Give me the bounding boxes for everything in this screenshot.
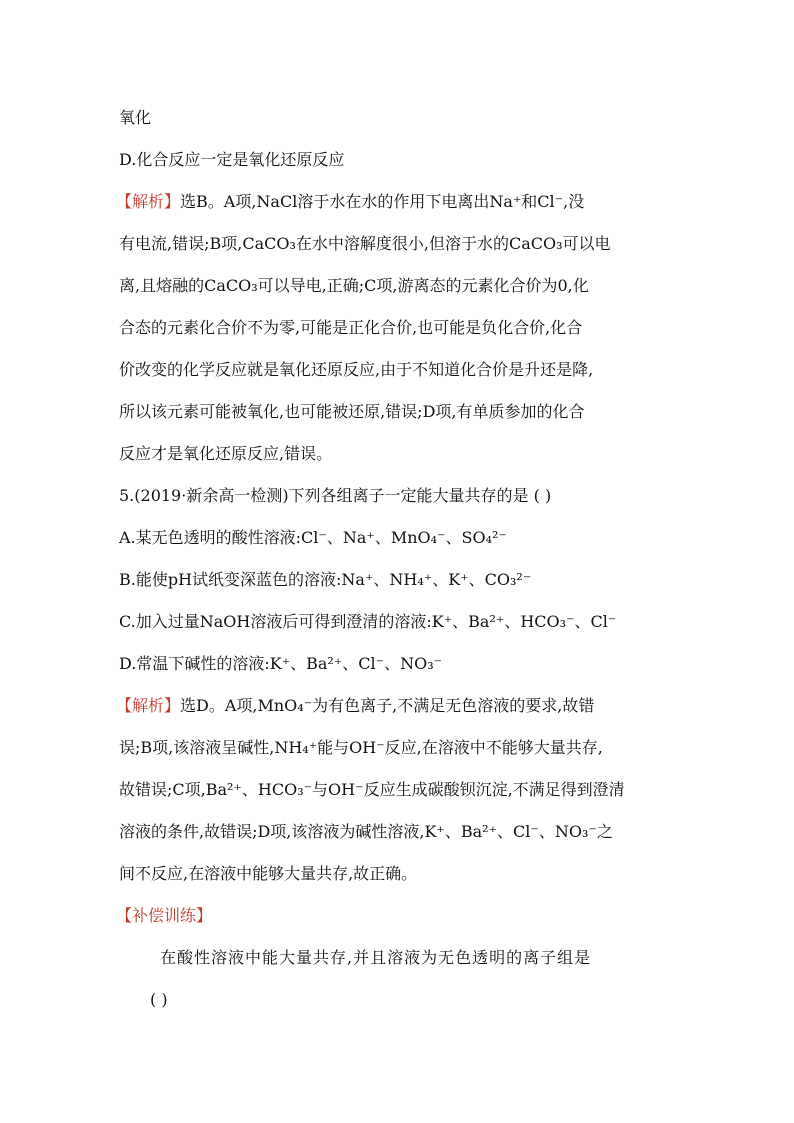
supplement-question: 在酸性溶液中能大量共存,并且溶液为无色透明的离子组是	[160, 948, 592, 967]
option-a: A.某无色透明的酸性溶液:Cl⁻、Na⁺、MnO₄⁻、SO₄²⁻	[119, 528, 507, 547]
text-line: 误;B项,该溶液呈碱性,NH₄⁺能与OH⁻反应,在溶液中不能够大量共存,	[119, 738, 603, 757]
text-line: 溶液的条件,故错误;D项,该溶液为碱性溶液,K⁺、Ba²⁺、Cl⁻、NO₃⁻之	[119, 822, 613, 841]
text-line: 氧化	[119, 108, 152, 127]
question-5: 5.(2019·新余高一检测)下列各组离子一定能大量共存的是 ( )	[119, 486, 552, 505]
analysis-text: 选D。A项,MnO₄⁻为有色离子,不满足无色溶液的要求,故错	[180, 696, 595, 715]
answer-bracket: ( )	[150, 990, 168, 1009]
analysis-label: 【解析】	[116, 696, 181, 715]
option-c: C.加入过量NaOH溶液后可得到澄清的溶液:K⁺、Ba²⁺、HCO₃⁻、Cl⁻	[119, 612, 617, 631]
analysis-block-2	[116, 696, 594, 716]
analysis-block-1	[116, 192, 584, 212]
text-line: 离,且熔融的CaCO₃可以导电,正确;C项,游离态的元素化合价为0,化	[119, 276, 589, 295]
analysis-label: 【解析】	[116, 192, 181, 211]
text-line: 故错误;C项,Ba²⁺、HCO₃⁻与OH⁻反应生成碳酸钡沉淀,不满足得到澄清	[119, 780, 625, 799]
option-b: B.能使pH试纸变深蓝色的溶液:Na⁺、NH₄⁺、K⁺、CO₃²⁻	[119, 570, 532, 589]
analysis-text: 选B。A项,NaCl溶于水在水的作用下电离出Na⁺和Cl⁻,没	[180, 192, 585, 211]
text-line: 间不反应,在溶液中能够大量共存,故正确。	[119, 864, 418, 883]
text-line: 所以该元素可能被氧化,也可能被还原,错误;D项,有单质参加的化合	[119, 402, 585, 421]
text-line: 反应才是氧化还原反应,错误。	[119, 444, 333, 463]
text-line: 合态的元素化合价不为零,可能是正化合价,也可能是负化合价,化合	[119, 318, 583, 337]
option-d: D.常温下碱性的溶液:K⁺、Ba²⁺、Cl⁻、NO₃⁻	[119, 654, 443, 673]
supplement-label: 【补偿训练】	[116, 906, 213, 925]
text-line: 价改变的化学反应就是氧化还原反应,由于不知道化合价是升还是降,	[119, 360, 594, 379]
option-d-prev: D.化合反应一定是氧化还原反应	[119, 150, 345, 169]
text-line: 有电流,错误;B项,CaCO₃在水中溶解度很小,但溶于水的CaCO₃可以电	[119, 234, 611, 253]
